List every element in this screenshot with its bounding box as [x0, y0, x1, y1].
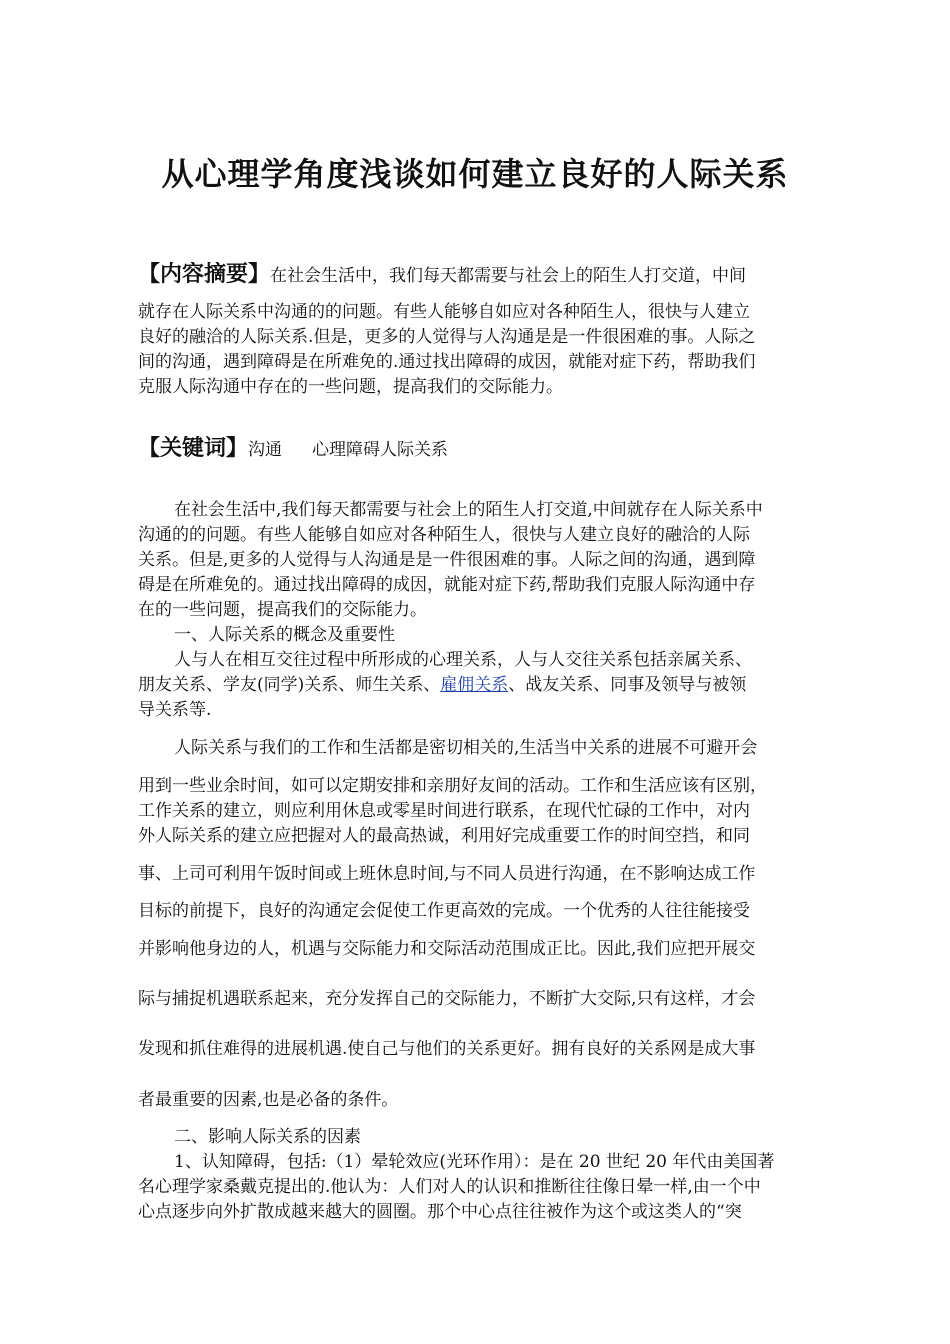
para2-line: 发现和抓住难得的进展机遇.使自己与他们的关系更好。拥有良好的关系网是成大事 — [138, 1039, 756, 1059]
section1-text: 朋友关系、学友(同学)关系、师生关系、 — [138, 675, 441, 695]
intro-line: 关系。但是,更多的人觉得与人沟通是是一件很困难的事。人际之间的沟通，遇到障 — [138, 550, 756, 570]
section2-line: 心点逐步向外扩散成越来越大的圆圈。那个中心点往往被作为这个或这类人的“突 — [138, 1202, 742, 1222]
para2-line: 工作关系的建立，则应利用休息或零星时间进行联系，在现代忙碌的工作中，对内 — [138, 801, 750, 821]
para2-line: 事、上司可利用午饭时间或上班休息时间,与不同人员进行沟通，在不影响达成工作 — [138, 864, 756, 884]
para2-line: 人际关系与我们的工作和生活都是密切相关的,生活当中关系的进展不可避开会 — [174, 738, 758, 758]
intro-line: 在的一些问题，提高我们的交际能力。 — [138, 600, 427, 620]
para2-line: 者最重要的因素,也是必备的条件。 — [138, 1090, 399, 1110]
keywords-label: 【关键词】 — [138, 436, 249, 461]
intro-line: 碍是在所难免的。通过找出障碍的成因，就能对症下药,帮助我们克服人际沟通中存 — [138, 575, 756, 595]
para2-line: 际与捕捉机遇联系起来，充分发挥自己的交际能力，不断扩大交际,只有这样，才会 — [138, 989, 756, 1009]
section1-line — [138, 673, 838, 697]
section1-line: 导关系等. — [138, 700, 212, 720]
abstract-line: 在社会生活中，我们每天都需要与社会上的陌生人打交道，中间 — [270, 266, 747, 286]
section2-heading: 二、影响人际关系的因素 — [174, 1127, 361, 1147]
intro-line: 沟通的的问题。有些人能够自如应对各种陌生人，很快与人建立良好的融洽的人际 — [138, 525, 750, 545]
abstract-label: 【内容摘要】 — [138, 262, 271, 287]
keyword-term: 沟通 — [248, 440, 283, 460]
section1-text: 、战友关系、同事及领导与被领 — [508, 675, 747, 695]
para2-line: 外人际关系的建立应把握对人的最高热诚，利用好完成重要工作的时间空挡，和同 — [138, 826, 750, 846]
employment-relation-link[interactable]: 雇佣关系 — [440, 675, 509, 695]
para2-line: 用到一些业余时间，如可以定期安排和亲朋好友间的活动。工作和生活应该有区别， — [138, 776, 767, 796]
para2-line: 目标的前提下，良好的沟通定会促使工作更高效的完成。一个优秀的人往往能接受 — [138, 901, 750, 921]
abstract-line: 就存在人际关系中沟通的的问题。有些人能够自如应对各种陌生人，很快与人建立 — [138, 302, 750, 322]
abstract-first-line — [138, 262, 838, 288]
abstract-line: 间的沟通，遇到障碍是在所难免的.通过找出障碍的成因，就能对症下药，帮助我们 — [138, 352, 756, 372]
abstract-line: 良好的融洽的人际关系.但是，更多的人觉得与人沟通是是一件很困难的事。人际之 — [138, 327, 756, 347]
para2-line: 并影响他身边的人，机遇与交际能力和交际活动范围成正比。因此,我们应把开展交 — [138, 939, 756, 959]
section2-line: 1、认知障碍，包括:（1）晕轮效应(光环作用）：是在 20 世纪 20 年代由美国著 — [174, 1152, 775, 1172]
abstract-line: 克服人际沟通中存在的一些问题，提高我们的交际能力。 — [138, 377, 563, 397]
keywords-line — [138, 436, 838, 462]
document-title: 从心理学角度浅谈如何建立良好的人际关系 — [161, 155, 789, 193]
keyword-term: 心理障碍人际关系 — [312, 440, 449, 460]
section1-line: 人与人在相互交往过程中所形成的心理关系，人与人交往关系包括亲属关系、 — [174, 650, 752, 670]
section2-line: 名心理学家桑戴克提出的.他认为：人们对人的认识和推断往往像日晕一样,由一个中 — [138, 1177, 761, 1197]
section1-heading: 一、人际关系的概念及重要性 — [174, 625, 395, 645]
intro-line: 在社会生活中,我们每天都需要与社会上的陌生人打交道,中间就存在人际关系中 — [174, 500, 763, 520]
